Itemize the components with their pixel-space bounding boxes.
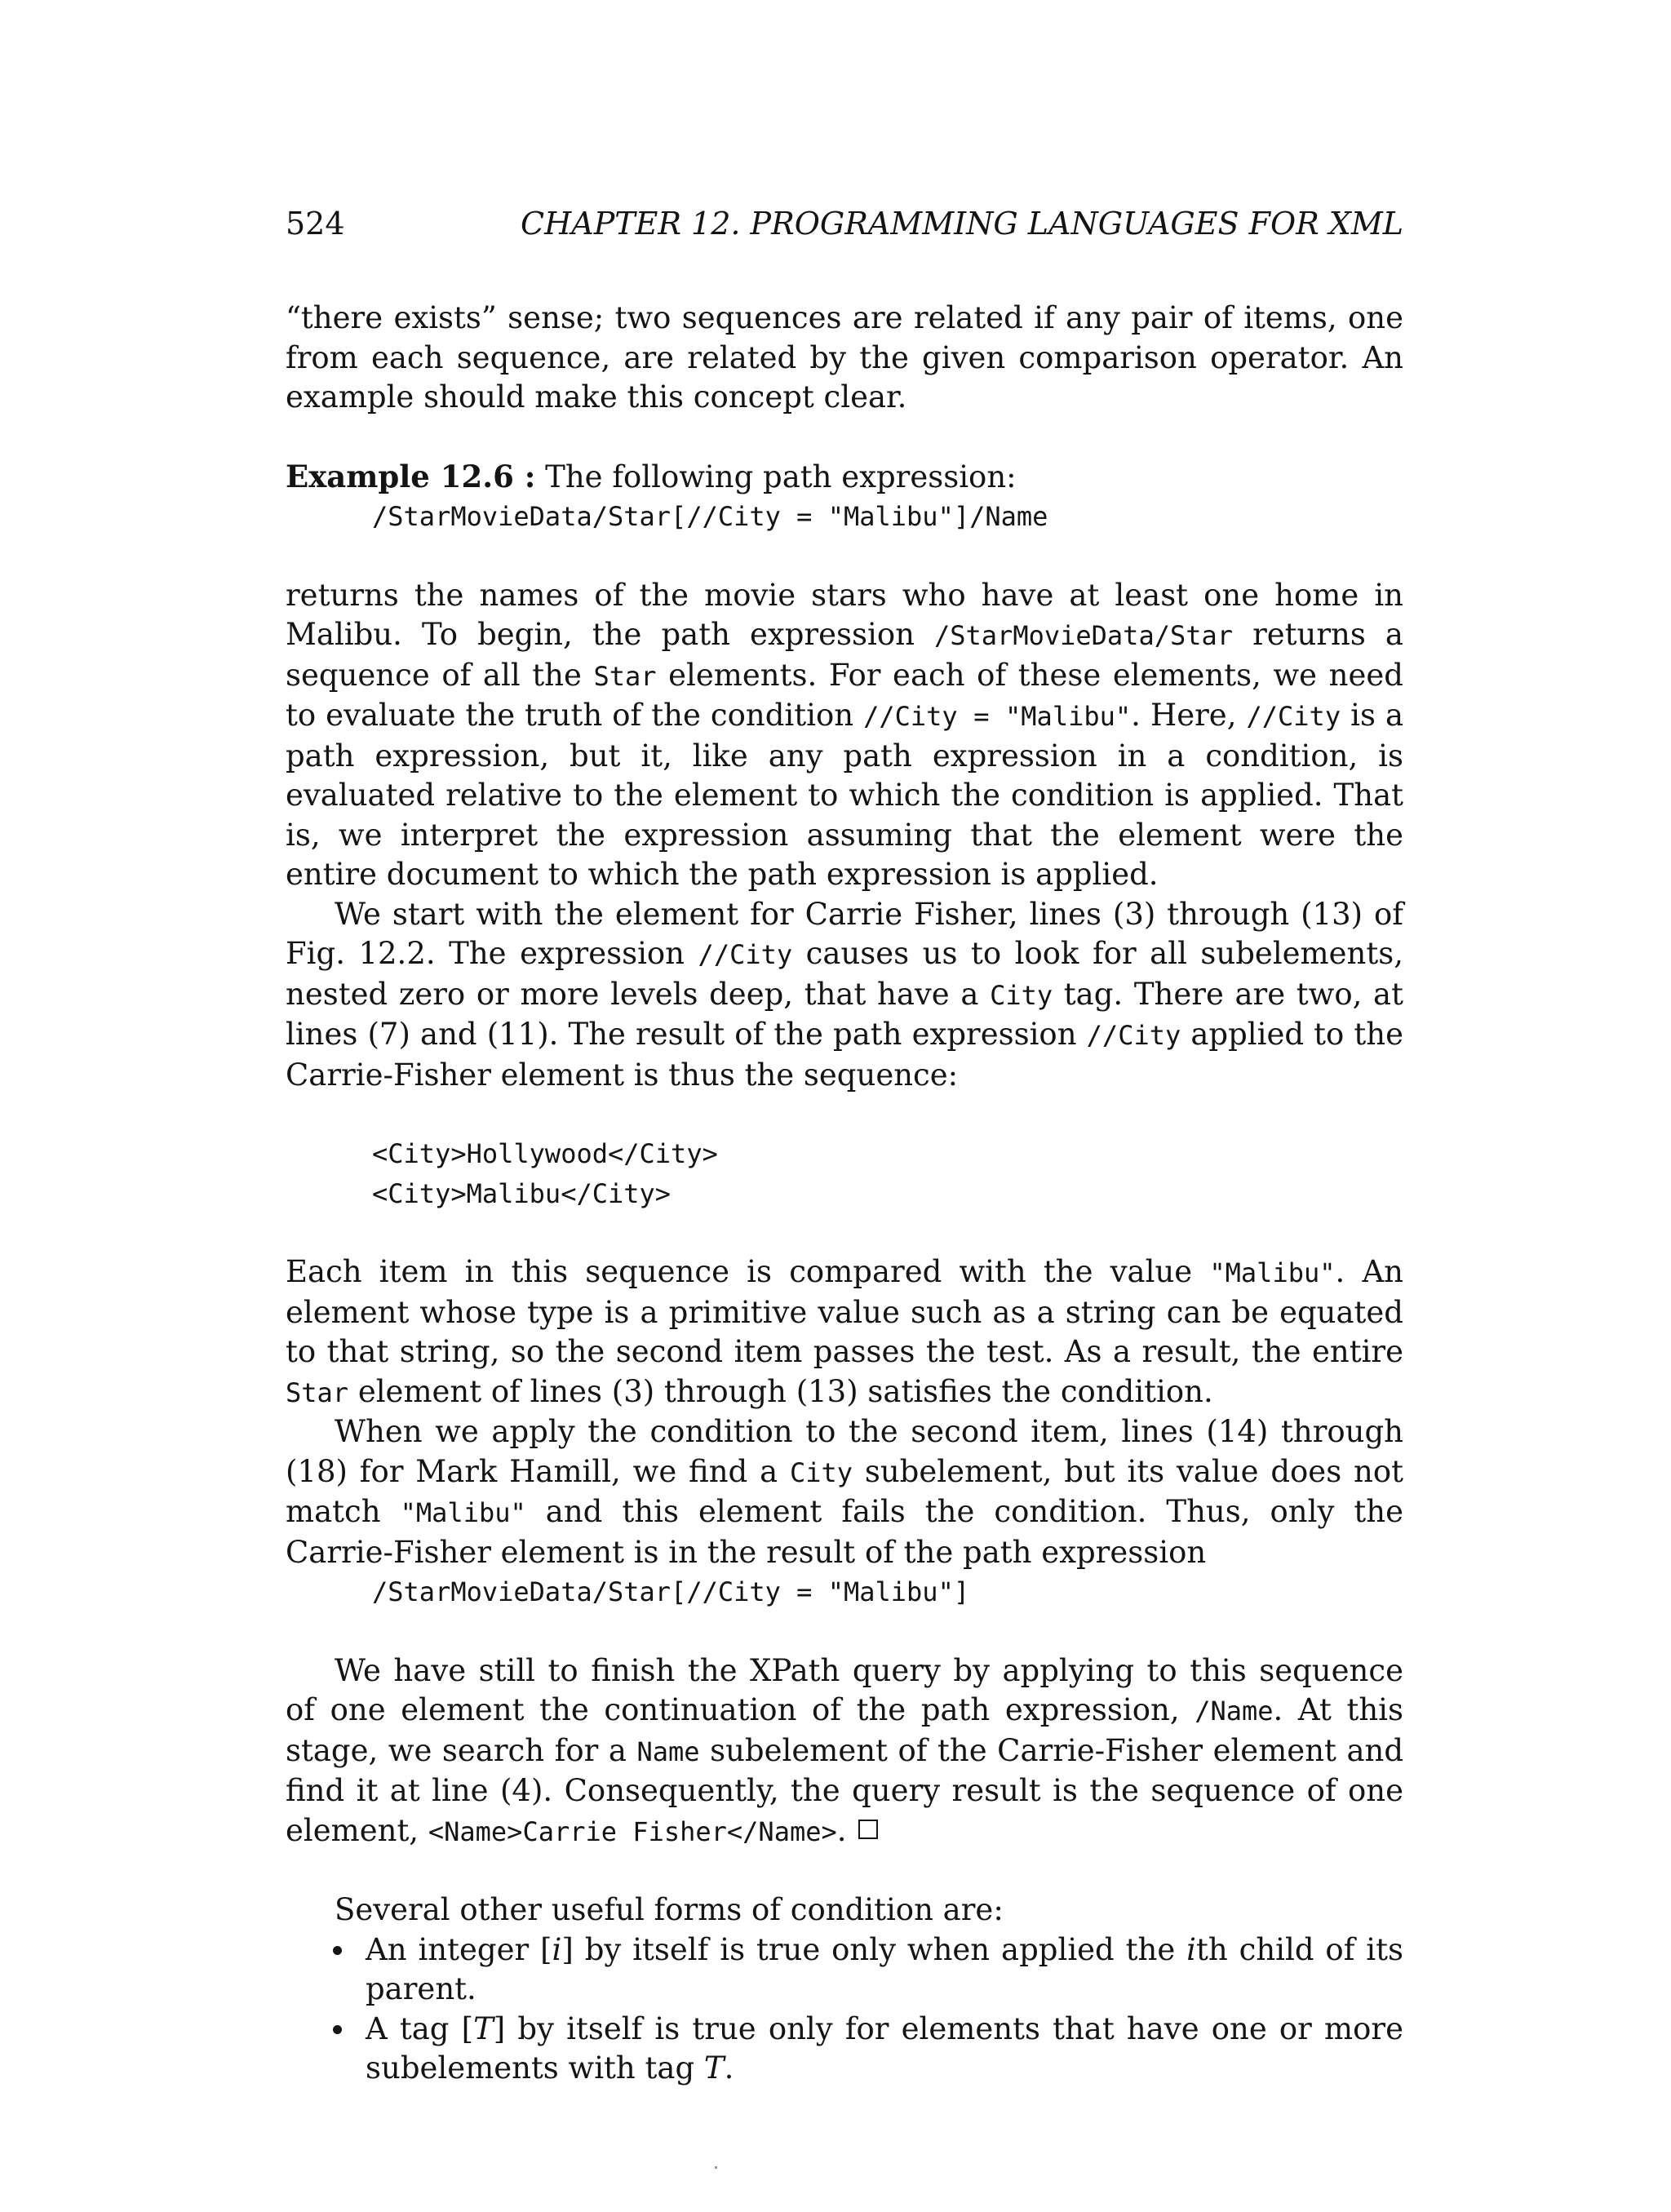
- text-span: ] by itself is true only for elements that have one or more subelements with tag: [366, 2010, 1403, 2086]
- paragraph-3: [286, 895, 1403, 1096]
- inline-code: <Name>Carrie Fisher</Name>: [428, 1815, 837, 1847]
- inline-code: Star: [286, 1376, 349, 1408]
- inline-code: City: [789, 1456, 853, 1488]
- text-span: th child of its parent.: [366, 1931, 1403, 2006]
- bullet-icon: [333, 1946, 342, 1955]
- math-variable: i: [552, 1931, 562, 1967]
- chapter-title: CHAPTER 12. PROGRAMMING LANGUAGES FOR XML: [521, 206, 1403, 242]
- text-span: .: [724, 2050, 734, 2086]
- code-sequence-block: [286, 1134, 1403, 1213]
- text-span: element of lines (3) through (13) satisfies the condition.: [348, 1373, 1213, 1409]
- inline-code: /StarMovieData/Star: [933, 620, 1234, 651]
- text-span: .: [836, 1812, 847, 1848]
- text-span: . Here,: [1131, 698, 1247, 733]
- inline-code: //City: [698, 939, 793, 970]
- text-span: causes us to look for all subelements, nested zero or more levels deep, that have a: [286, 936, 1403, 1012]
- scan-speck: [715, 2166, 717, 2169]
- text-span: We start with the element for Carrie Fisher, lines (3) through (13) of Fig. 12.2. The expression: [286, 896, 1403, 971]
- math-variable: i: [1186, 1931, 1196, 1967]
- text-span: . An element whose type is a primitive value such as a string can be equated to that string, so the second item passes the test. As a result, the entire: [286, 1254, 1404, 1369]
- inline-code: /Name: [1195, 1696, 1274, 1727]
- text-span: subelement of the Carrie-Fisher element and find it at line (4). Consequently, the query result is the sequence of one element,: [286, 1732, 1404, 1848]
- text-span: returns a sequence of all the: [286, 617, 1403, 693]
- text-span: When we apply the condition to the second item, lines (14) through (18) for Mark Hamill, we find a: [286, 1414, 1403, 1489]
- inline-code: Name: [636, 1735, 700, 1767]
- example-label: Example 12.6 :: [286, 458, 536, 494]
- math-variable: T: [473, 2010, 494, 2046]
- list-item: [286, 2010, 1403, 2089]
- math-variable: T: [703, 2050, 725, 2086]
- text-span: . At this stage, we search for a: [286, 1692, 1404, 1768]
- text-span: applied to the Carrie-Fisher element is thus the sequence:: [286, 1017, 1404, 1093]
- condition-list: [286, 1931, 1403, 2089]
- text-span: elements. For each of these elements, we need to evaluate the truth of the condition: [286, 657, 1403, 733]
- inline-code: "Malibu": [1209, 1257, 1336, 1288]
- code-line: <City>Malibu</City>: [372, 1177, 672, 1209]
- paragraph-1: “there exists” sense; two sequences are related if any pair of items, one from each sequence, are related by the given comparison operator. An example should make this concept clear.: [286, 300, 1403, 414]
- inline-code: //City = "Malibu": [863, 701, 1132, 732]
- inline-code: "Malibu": [400, 1497, 526, 1528]
- text-span: returns the names of the movie stars who have at least one home in Malibu. To begin, the path expression: [286, 577, 1403, 652]
- text-span: tag. There are two, at lines (7) and (11). The result of the path expression: [286, 976, 1403, 1052]
- end-of-example-box-icon: [858, 1820, 878, 1839]
- code-path-expression-2: /StarMovieData/Star[//City = "Malibu"]: [372, 1576, 970, 1607]
- inline-code: Star: [593, 660, 657, 692]
- list-item: [286, 1931, 1403, 2010]
- text-span: ] by itself is true only when applied the: [561, 1931, 1187, 1967]
- inline-code: City: [990, 979, 1053, 1011]
- example-heading: [286, 457, 1403, 498]
- code-path-expression-1: /StarMovieData/Star[//City = "Malibu"]/Name: [372, 501, 1048, 532]
- paragraph-4: [286, 1252, 1403, 1412]
- paragraph-2: [286, 576, 1403, 895]
- text-span: Each item in this sequence is compared with the value: [286, 1254, 1210, 1289]
- running-header: [286, 206, 1403, 255]
- text-span: A tag [: [366, 2010, 474, 2046]
- page-number: 524: [286, 206, 345, 242]
- paragraph-6: [286, 1651, 1403, 1852]
- text-span: subelement, but its value does not match: [286, 1453, 1403, 1529]
- text-span: is a path expression, but it, like any path expression in a condition, is evaluated relative to the element to which the condition is applied. That is, we interpret the expression assuming that the element were the entire document to which the path expression is applied.: [286, 698, 1404, 892]
- text-span: and this element fails the condition. Thus, only the Carrie-Fisher element is in the result of the path expression: [286, 1494, 1404, 1570]
- code-line: <City>Hollywood</City>: [372, 1138, 718, 1169]
- page-body: [286, 299, 1403, 2089]
- text-span: An integer [: [366, 1931, 552, 1967]
- paragraph-7: Several other useful forms of condition are:: [335, 1892, 1004, 1927]
- inline-code: //City: [1086, 1020, 1181, 1051]
- inline-code: //City: [1246, 701, 1341, 732]
- bullet-icon: [333, 2025, 342, 2034]
- text-span: We have still to finish the XPath query by applying to this sequence of one element the continuation of the path expression,: [286, 1652, 1403, 1727]
- paragraph-5: [286, 1412, 1403, 1572]
- example-intro: The following path expression:: [535, 459, 1017, 494]
